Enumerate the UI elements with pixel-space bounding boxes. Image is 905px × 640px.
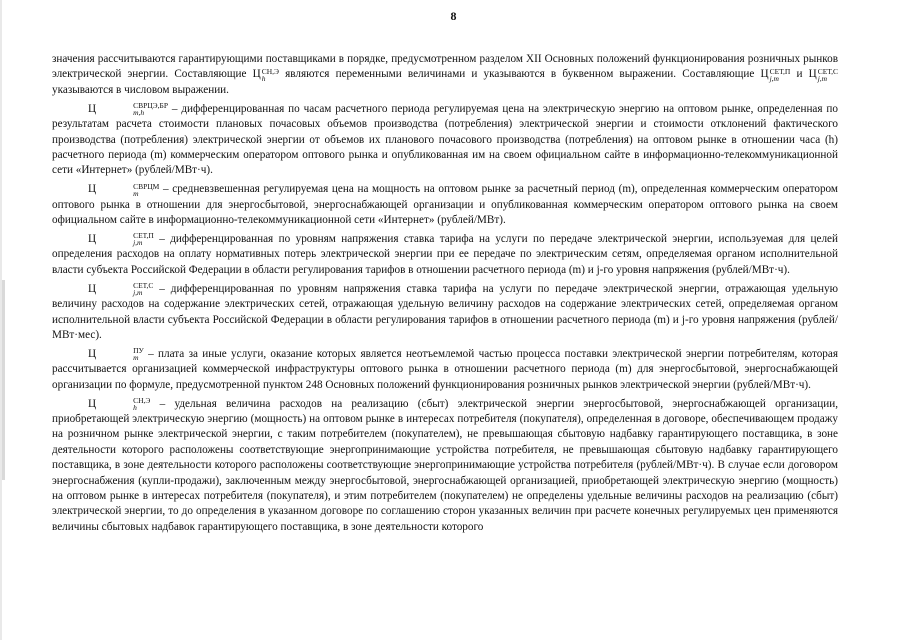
paragraph-definition [52, 282, 838, 344]
definition-text: – плата за иные услуги, оказание которых является неотъемлемой частью процесса поставки электрической энергии потребителям, которая рассчитывается организацией коммерческой инфраструктуры оптового рынка в отношении расчетного периода (m) для энергосбытовой, энергоснабжающей организации по формуле, предусмотренной пунктом 248 Основных положений функционирования розничных рынков электрической энергии (рублей/МВт·ч). [52, 347, 838, 391]
paragraph-intro [52, 52, 838, 98]
document-body [52, 52, 838, 539]
symbol-c-set-s: Ц СЕТ,С j,m [88, 281, 154, 298]
symbol-c-set-p: Ц СЕТ,П j,m [760, 66, 791, 83]
page-number: 8 [450, 9, 457, 23]
scan-edge-shadow [2, 280, 5, 480]
paragraph-definition [52, 232, 838, 278]
symbol-c-svrce-br: Ц СВРЦЭ,БР m,h [88, 101, 168, 118]
symbol-c-pu: Ц ПУ m [88, 346, 144, 363]
intro-text-b: являются переменными величинами и указываются в буквенном выражении. Составляющие [278, 68, 761, 81]
symbol-c-set-p: Ц СЕТ,П j,m [88, 231, 154, 248]
symbol-c-svrcm: Ц СВРЦМ m [88, 181, 160, 198]
symbol-c-set-s: Ц СЕТ,С j,m [808, 66, 838, 83]
intro-text-c: и [790, 68, 809, 81]
definition-text: – дифференцированная по уровням напряжения ставка тарифа на услуги по передаче электрической энергии, отражающая удельную величину расходов на содержание электрических сетей, отражающая удельную величину расходов на содержание электрических сетей, определяемая органом исполнительной власти субъекта Российской Федерации в области регулирования тарифов в отношении расчетного периода (m) и j-го уровня напряжения (рублей/МВт·мес). [52, 282, 838, 341]
definition-text: – удельная величина расходов на реализацию (сбыт) электрической энергии энергосбытовой, энергоснабжающей организации, приобретающей электрическую энергию (мощность) на оптовом рынке в интересах потребителя (покупателя), определенная в договоре, обеспечивающем продажу на розничном рынке электрической энергии, с таким потребителем (покупателем), не превышающая сбытовую надбавку гарантирующего поставщика, в зоне деятельности которого расположены соответствующие энергопринимающие устройства потребителя, не превышающая сбытовую надбавку гарантирующего поставщика, в зоне деятельности которого расположены соответствующие энергопринимающие устройства потребителя (рублей/МВт·ч). В случае если договором энергоснабжения (купли-продажи), заключенным между энергосбытовой, энергоснабжающей организацией, приобретающей электрическую энергию (мощность) на оптовом рынке в интересах потребителя (покупателя), и этим потребителем (покупателем) не определены удельные величины расходов на реализацию (сбыт) электрической энергии, то до определения в указанном договоре по соглашению сторон указанных величин при расчете конечных регулируемых цен применяются величины сбытовых надбавок гарантирующего поставщика, в зоне деятельности которого [52, 397, 838, 533]
symbol-c-sn-e-h: Ц СН,Э h [88, 395, 151, 412]
paragraph-definition [52, 182, 838, 228]
symbol-c-sn-e-h: Ц СН,Э h [252, 66, 279, 83]
paragraph-definition [52, 102, 838, 179]
definition-text: – дифференцированная по уровням напряжения ставка тарифа на услуги по передаче электрической энергии, используемая для целей определения расходов на оплату нормативных потерь электрической энергии при ее передаче по электрическим сетям, определяемая органом исполнительной власти субъекта Российской Федерации в области регулирования тарифов в отношении расчетного периода (m) и j-го уровня напряжения (рублей/МВт·ч). [52, 232, 838, 276]
definition-text: – дифференцированная по часам расчетного периода регулируемая цена на электрическую энергию на оптовом рынке, определенная по результатам расчета стоимости плановых почасовых объемов производства (потребления) электрической энергии и стоимости отклонений фактического производства (потребления) электрической энергии от объемов их планового почасового производства (потребления) на оптовом рынке в отношении часа (h) расчетного периода (m) коммерческим оператором оптового рынка и опубликованная им на своем официальном сайте в информационно-телекоммуникационной сети «Интернет» (рублей/МВт·ч). [52, 102, 838, 177]
definition-text: – средневзвешенная регулируемая цена на мощность на оптовом рынке за расчетный период (m), определенная коммерческим оператором оптового рынка в отношении для энергосбытовой, энергоснабжающей организации и опубликованная коммерческим оператором оптового рынка на своем официальном сайте в информационно-телекоммуникационной сети «Интернет» (рублей/МВт). [52, 183, 838, 227]
intro-text-a: значения рассчитываются гарантирующими поставщиками в порядке, предусмотренном разделом XII Основных положений функционирования розничных рынков электрической энергии. Составляющие [52, 53, 838, 81]
paragraph-definition [52, 397, 838, 536]
intro-text-d: указываются в числовом выражении. [52, 83, 229, 96]
paragraph-definition [52, 347, 838, 393]
